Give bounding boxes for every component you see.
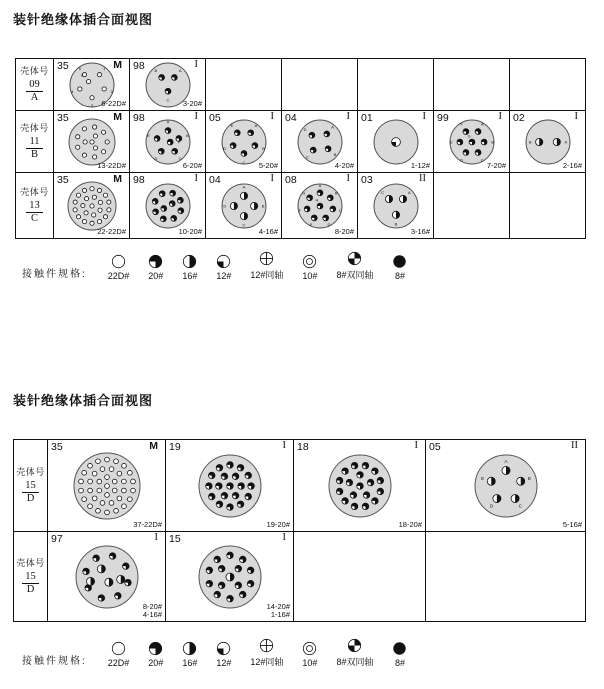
connector-face-diagram (295, 117, 345, 167)
contact-count-label: 4-16# (258, 227, 278, 237)
svg-text:6: 6 (80, 72, 83, 78)
insert-code: 35 (51, 441, 63, 453)
contact-8dual-icon (347, 251, 362, 266)
connector-face-diagram (219, 117, 269, 167)
legend-item-label: 8#双同轴 (336, 657, 374, 667)
svg-text:B: B (154, 67, 157, 73)
class-mark: I (194, 173, 198, 184)
connector-cell (48, 532, 166, 622)
svg-text:A: A (407, 189, 411, 195)
connector-cell (54, 59, 130, 111)
svg-text:B: B (490, 139, 494, 144)
insert-code: 97 (51, 533, 63, 545)
connector-cell (130, 173, 206, 239)
shell-letter-value: B (30, 149, 38, 161)
contact-count-label: 14-20# 1-16# (266, 601, 290, 620)
class-mark: I (194, 59, 198, 70)
contact-count-label: 22-22D# (97, 227, 126, 237)
class-mark: I (414, 440, 418, 451)
connector-cell (166, 440, 294, 532)
insert-table (13, 439, 586, 622)
contact-12coax-icon (259, 251, 274, 266)
contact-16-icon (182, 254, 197, 269)
svg-text:3: 3 (90, 102, 93, 108)
class-mark: I (346, 111, 350, 122)
shell-number-value: 13 (26, 200, 43, 214)
svg-text:G: G (301, 190, 305, 196)
empty-cell (434, 59, 510, 111)
empty-cell (510, 59, 586, 111)
contact-12coax-icon (259, 638, 274, 653)
svg-text:D: D (459, 156, 463, 162)
svg-text:4: 4 (70, 88, 73, 94)
table-row (16, 173, 586, 239)
svg-text:A: A (480, 121, 484, 127)
connector-cell (294, 440, 426, 532)
class-mark: M (113, 59, 122, 71)
contact-count-label: 10-20# (178, 227, 202, 237)
connector-face-diagram (472, 452, 540, 520)
shell-number-value: 15 (22, 571, 39, 585)
connector-face-diagram (71, 450, 143, 522)
class-mark: II (419, 173, 426, 184)
svg-text:B: B (527, 475, 531, 481)
contact-count-label: 4-20# (334, 161, 354, 171)
insert-code: 03 (361, 174, 373, 186)
shell-header-label: 壳体号 (20, 186, 49, 197)
connector-cell (48, 440, 166, 532)
contact-12-icon (216, 254, 231, 269)
contact-count-label: 8-20# (334, 227, 354, 237)
table-row (16, 111, 586, 173)
legend-item (108, 641, 130, 668)
contact-count-label: 5-20# (258, 161, 278, 171)
svg-text:A: A (330, 124, 334, 130)
insert-code: 35 (57, 112, 69, 124)
contact-20-icon (148, 254, 163, 269)
insert-code: 04 (209, 174, 221, 186)
insert-code: 35 (57, 174, 69, 186)
shell-header-label: 壳体号 (20, 122, 49, 133)
legend-item (182, 641, 197, 668)
shell-header-cell (14, 440, 48, 532)
page-title-bottom: 装针绝缘体插合面视图 (13, 393, 154, 408)
connector-face-diagram (447, 117, 497, 167)
shell-letter-value: D (26, 493, 35, 505)
shell-header-cell (16, 173, 54, 239)
connector-cell (282, 173, 358, 239)
svg-text:E: E (309, 221, 312, 227)
svg-text:H: H (315, 197, 318, 202)
svg-text:A: A (318, 182, 321, 188)
svg-text:C: C (242, 159, 245, 165)
insert-table (15, 58, 586, 239)
svg-text:C: C (242, 222, 245, 228)
contact-legend-bottom (22, 638, 407, 668)
class-mark: I (282, 440, 286, 451)
class-mark: I (270, 173, 274, 184)
legend-item-label: 20# (148, 658, 164, 668)
contact-count-label: 5-16# (562, 520, 582, 530)
legend-label: 接触件规格: (22, 656, 87, 667)
svg-text:C: C (380, 189, 384, 195)
svg-text:D: D (303, 126, 306, 132)
insert-code: 08 (285, 174, 297, 186)
contact-count-label: 2-16# (562, 161, 582, 171)
contact-8-icon (392, 641, 407, 656)
insert-code: 01 (361, 112, 373, 124)
class-mark: I (154, 532, 158, 543)
contact-12-icon (216, 641, 231, 656)
svg-text:B: B (261, 203, 264, 208)
shell-letter-value: A (30, 92, 39, 104)
svg-text:C: C (178, 155, 181, 161)
connector-cell (130, 59, 206, 111)
svg-text:E: E (449, 139, 453, 144)
contact-count-label: 3-16# (410, 227, 430, 237)
legend-item (392, 641, 407, 668)
svg-text:B: B (394, 220, 397, 226)
legend-label: 接触件规格: (22, 269, 87, 280)
class-mark: M (113, 111, 122, 123)
legend-item (182, 254, 197, 281)
connector-cell (358, 173, 434, 239)
shell-number (26, 79, 43, 105)
class-mark: I (346, 173, 350, 184)
class-mark: M (113, 173, 122, 185)
svg-text:D: D (154, 155, 157, 161)
shell-number-value: 15 (22, 480, 39, 494)
legend-item-label: 16# (182, 658, 198, 668)
class-mark: I (194, 111, 198, 122)
svg-text:D: D (222, 145, 226, 151)
legend-item (336, 638, 373, 668)
svg-text:A: A (563, 139, 567, 144)
svg-text:C: C (480, 156, 484, 162)
shell-letter-value: C (30, 213, 38, 225)
table-row (14, 440, 586, 532)
connector-face-diagram (295, 181, 345, 231)
connector-face-diagram (219, 181, 269, 231)
shell-letter-value: D (26, 584, 35, 596)
shell-number (22, 571, 39, 597)
svg-text:B: B (334, 190, 338, 196)
insert-code: 98 (133, 174, 145, 186)
svg-text:A: A (178, 67, 181, 73)
shell-number (26, 200, 43, 226)
insert-code: 98 (133, 60, 145, 72)
class-mark: M (149, 440, 158, 452)
insert-code: 02 (513, 112, 525, 124)
insert-code: 05 (429, 441, 441, 453)
svg-text:G: G (466, 133, 471, 138)
insert-code: 05 (209, 112, 221, 124)
insert-code: 98 (133, 112, 145, 124)
contact-count-label: 3-20# (182, 99, 202, 109)
legend-item-label: 22D# (107, 658, 130, 668)
contact-count-label: 8-20# 4-16# (142, 601, 162, 620)
legend-item-label: 12#同轴 (250, 270, 284, 280)
connector-face-diagram (196, 543, 264, 611)
legend-item (392, 254, 407, 281)
svg-text:B: B (333, 151, 336, 157)
connector-cell (282, 111, 358, 173)
svg-text:F: F (177, 139, 180, 144)
legend-item-label: 12#同轴 (250, 657, 284, 667)
shell-number (26, 136, 42, 162)
insert-code: 04 (285, 112, 297, 124)
svg-text:B: B (185, 132, 189, 138)
contact-count-label: 13-22D# (97, 161, 126, 171)
table-row (14, 532, 586, 622)
legend-item (148, 641, 163, 668)
connector-face-diagram (523, 117, 573, 167)
shell-header-cell (14, 532, 48, 622)
legend-item (216, 254, 231, 281)
connector-cell (166, 532, 294, 622)
contact-legend-top (22, 251, 407, 281)
connector-face-diagram (66, 116, 118, 168)
empty-cell (282, 59, 358, 111)
contact-count-label: 37-22D# (133, 520, 162, 530)
legend-item-label: 10# (302, 658, 318, 668)
legend-item-label: 8# (394, 658, 405, 668)
legend-item (302, 254, 317, 281)
contact-count-label: 7-20# (486, 161, 506, 171)
contact-count-label: 6-22D# (101, 99, 126, 109)
svg-text:A: A (254, 122, 257, 128)
svg-text:E: E (146, 132, 150, 138)
class-mark: I (282, 532, 286, 543)
shell-header-label: 壳体号 (20, 65, 49, 76)
insert-code: 18 (297, 441, 309, 453)
connector-cell (206, 173, 282, 239)
insert-code: 19 (169, 441, 181, 453)
legend-item-label: 16# (182, 271, 198, 281)
shell-number-value: 11 (26, 136, 42, 150)
shell-header-label: 壳体号 (16, 557, 45, 568)
legend-item-label: 10# (302, 271, 318, 281)
connector-face-diagram (371, 117, 421, 167)
contact-20-icon (148, 641, 163, 656)
legend-item (108, 254, 130, 281)
connector-face-diagram (326, 452, 394, 520)
svg-text:A: A (242, 183, 245, 189)
svg-text:B: B (528, 139, 532, 144)
contact-8dual-icon (347, 638, 362, 653)
svg-text:C: C (338, 207, 342, 213)
empty-cell (294, 532, 426, 622)
contact-22d-icon (111, 641, 126, 656)
legend-item-label: 8# (394, 271, 405, 281)
contact-8-icon (392, 254, 407, 269)
connector-cell (54, 173, 130, 239)
connector-face-diagram (65, 179, 119, 233)
shell-number-value: 09 (26, 79, 43, 93)
connector-cell (130, 111, 206, 173)
legend-item (250, 251, 283, 281)
empty-cell (206, 59, 282, 111)
contact-22d-icon (111, 254, 126, 269)
svg-text:C: C (166, 97, 169, 103)
connector-cell (510, 111, 586, 173)
connector-face-diagram (143, 117, 193, 167)
connector-face-diagram (73, 543, 141, 611)
legend-item (148, 254, 163, 281)
contact-16-icon (182, 641, 197, 656)
connector-cell (358, 111, 434, 173)
class-mark: I (422, 111, 426, 122)
empty-cell (510, 173, 586, 239)
connector-face-diagram (371, 181, 421, 231)
svg-text:5: 5 (78, 65, 81, 71)
svg-text:E: E (230, 122, 233, 128)
class-mark: I (270, 111, 274, 122)
svg-text:1: 1 (102, 65, 105, 71)
empty-cell (426, 532, 586, 622)
legend-item (250, 638, 283, 668)
shell-number (22, 480, 39, 506)
contact-10-icon (302, 254, 317, 269)
svg-text:D: D (327, 221, 330, 227)
svg-text:B: B (261, 145, 265, 151)
empty-cell (434, 173, 510, 239)
svg-text:C: C (305, 153, 309, 159)
legend-item-label: 12# (216, 658, 232, 668)
empty-cell (358, 59, 434, 111)
class-mark: I (498, 111, 502, 122)
legend-item (216, 641, 231, 668)
contact-count-label: 1-12# (410, 161, 430, 171)
legend-item-label: 8#双同轴 (336, 270, 374, 280)
svg-text:2: 2 (110, 88, 113, 94)
page-title-top: 装针绝缘体插合面视图 (13, 12, 154, 27)
table-row (16, 59, 586, 111)
legend-item-label: 12# (216, 271, 232, 281)
contact-count-label: 18-20# (398, 520, 422, 530)
connector-cell (54, 111, 130, 173)
class-mark: II (571, 440, 578, 451)
svg-text:A: A (166, 118, 169, 124)
insert-code: 99 (437, 112, 449, 124)
legend-item-label: 22D# (107, 271, 130, 281)
insert-code: 35 (57, 60, 69, 72)
connector-face-diagram (196, 452, 264, 520)
shell-header-cell (16, 111, 54, 173)
connector-cell (206, 111, 282, 173)
svg-text:D: D (222, 203, 226, 208)
svg-text:C: C (518, 502, 522, 508)
legend-item (302, 641, 317, 668)
connector-cell (434, 111, 510, 173)
svg-text:E: E (480, 475, 484, 481)
connector-face-diagram (143, 181, 193, 231)
connector-cell (426, 440, 586, 532)
svg-text:F: F (298, 207, 301, 213)
shell-header-cell (16, 59, 54, 111)
class-mark: I (574, 111, 578, 122)
insert-arrangement-table-bottom (13, 439, 586, 622)
svg-text:F: F (459, 121, 463, 127)
contact-10-icon (302, 641, 317, 656)
contact-count-label: 6-20# (182, 161, 202, 171)
shell-header-label: 壳体号 (16, 466, 45, 477)
svg-text:D: D (489, 502, 493, 508)
legend-item (336, 251, 373, 281)
legend-item-label: 20# (148, 271, 164, 281)
svg-text:A: A (503, 458, 508, 464)
insert-code: 15 (169, 533, 181, 545)
insert-arrangement-table-top (15, 58, 586, 239)
contact-count-label: 19-20# (266, 520, 290, 530)
